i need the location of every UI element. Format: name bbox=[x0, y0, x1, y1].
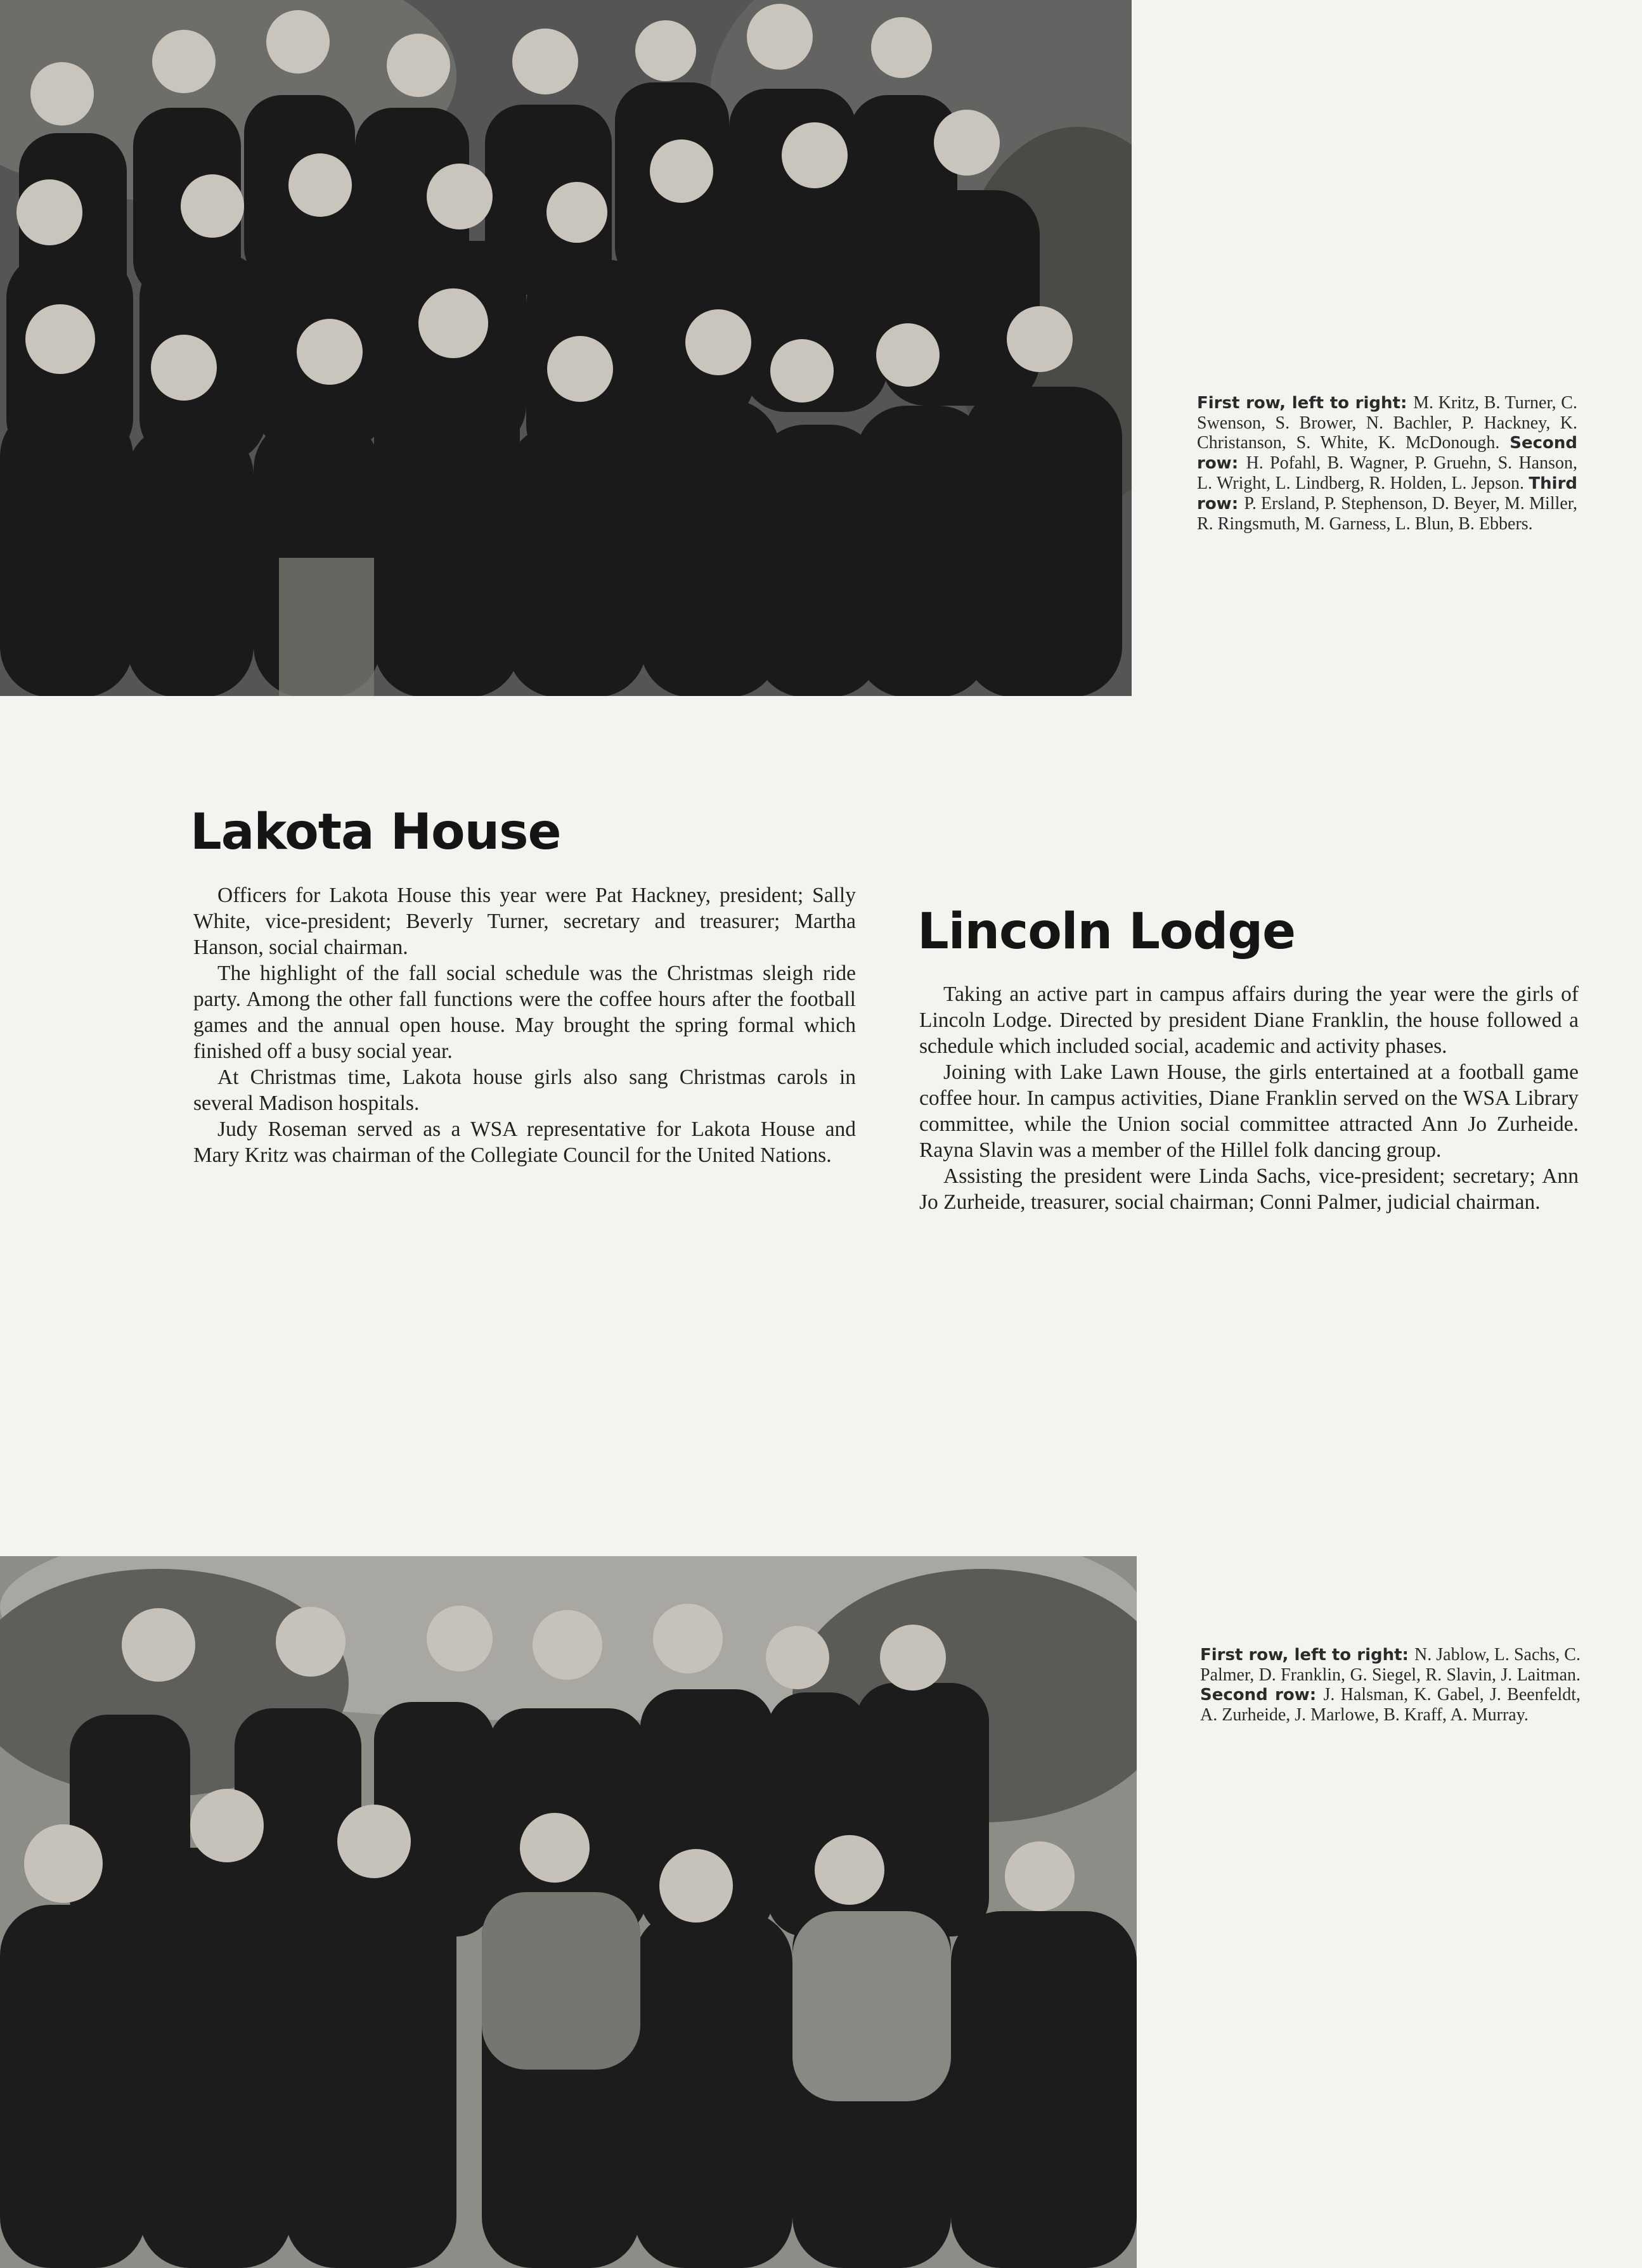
lincoln-paragraph: Joining with Lake Lawn House, the girls entertained at a football game coffee hour. In campus activities, Diane Franklin served on the WSA Library committee, while the Union social committee attracted Ann Jo Zurheide. Rayna Slavin was a member of the Hillel folk dancing group. bbox=[919, 1060, 1579, 1162]
caption-top-row3-label: Third row: bbox=[1197, 474, 1577, 513]
caption-top-row2-names: H. Pofahl, B. Wagner, P. Gruehn, S. Hanson, L. Wright, L. Lindberg, R. Holden, L. Jepson. bbox=[1197, 453, 1578, 493]
group-photo-top bbox=[0, 0, 1132, 696]
caption-top-row3-names: P. Ersland, P. Stephenson, D. Beyer, M. Miller, R. Ringsmuth, M. Garness, L. Blun, B. Ebbers. bbox=[1197, 494, 1578, 534]
caption-bottom-row1-label: First row, left to right: bbox=[1200, 1646, 1415, 1665]
lakota-paragraph: Judy Roseman served as a WSA representative for Lakota House and Mary Kritz was chairman of the Collegiate Council for the United Nations. bbox=[193, 1118, 856, 1167]
lakota-body bbox=[193, 882, 856, 1168]
lincoln-paragraph: Assisting the president were Linda Sachs, vice-president; secretary; Ann Jo Zurheide, treasurer, social chairman; Conni Palmer, judicial chairman. bbox=[919, 1164, 1579, 1214]
group-photo-bottom bbox=[0, 1556, 1137, 2268]
caption-bottom bbox=[1200, 1645, 1581, 1725]
caption-top-row1-label: First row, left to right: bbox=[1197, 394, 1414, 413]
caption-bottom-row1-names: N. Jablow, L. Sachs, C. Palmer, D. Franklin, G. Siegel, R. Slavin, J. Laitman. bbox=[1200, 1645, 1581, 1685]
lakota-paragraph: At Christmas time, Lakota house girls also sang Christmas carols in several Madison hospitals. bbox=[193, 1066, 856, 1115]
lakota-paragraph: The highlight of the fall social schedule was the Christmas sleigh ride party. Among the other fall functions were the coffee hours after the football games and the annual open house. May brought the spring formal which finished off a busy social year. bbox=[193, 962, 856, 1063]
lakota-title: Lakota House bbox=[190, 804, 561, 861]
lincoln-title: Lincoln Lodge bbox=[917, 903, 1296, 960]
caption-top-row1-names: M. Kritz, B. Turner, C. Swenson, S. Brower, N. Bachler, P. Hackney, K. Christanson, S. White, K. McDonough. bbox=[1197, 393, 1577, 453]
caption-bottom-row2-names: J. Halsman, K. Gabel, J. Beenfeldt, A. Zurheide, J. Marlowe, B. Kraff, A. Murray. bbox=[1200, 1685, 1581, 1725]
group-photo-bottom-figures bbox=[0, 1556, 1137, 2268]
lakota-paragraph: Officers for Lakota House this year were Pat Hackney, president; Sally White, vice-president; Beverly Turner, secretary and treasurer; Martha Hanson, social chairman. bbox=[193, 884, 856, 959]
lincoln-paragraph: Taking an active part in campus affairs during the year were the girls of Lincoln Lodge. Directed by president Diane Franklin, the house followed a schedule which included social, academic and activity phases. bbox=[919, 983, 1579, 1058]
group-photo-top-figures bbox=[0, 0, 1132, 696]
caption-bottom-row2-label: Second row: bbox=[1200, 1685, 1324, 1704]
lincoln-body bbox=[919, 981, 1579, 1215]
caption-top-row2-label: Second row: bbox=[1197, 434, 1577, 473]
caption-top bbox=[1197, 393, 1577, 534]
